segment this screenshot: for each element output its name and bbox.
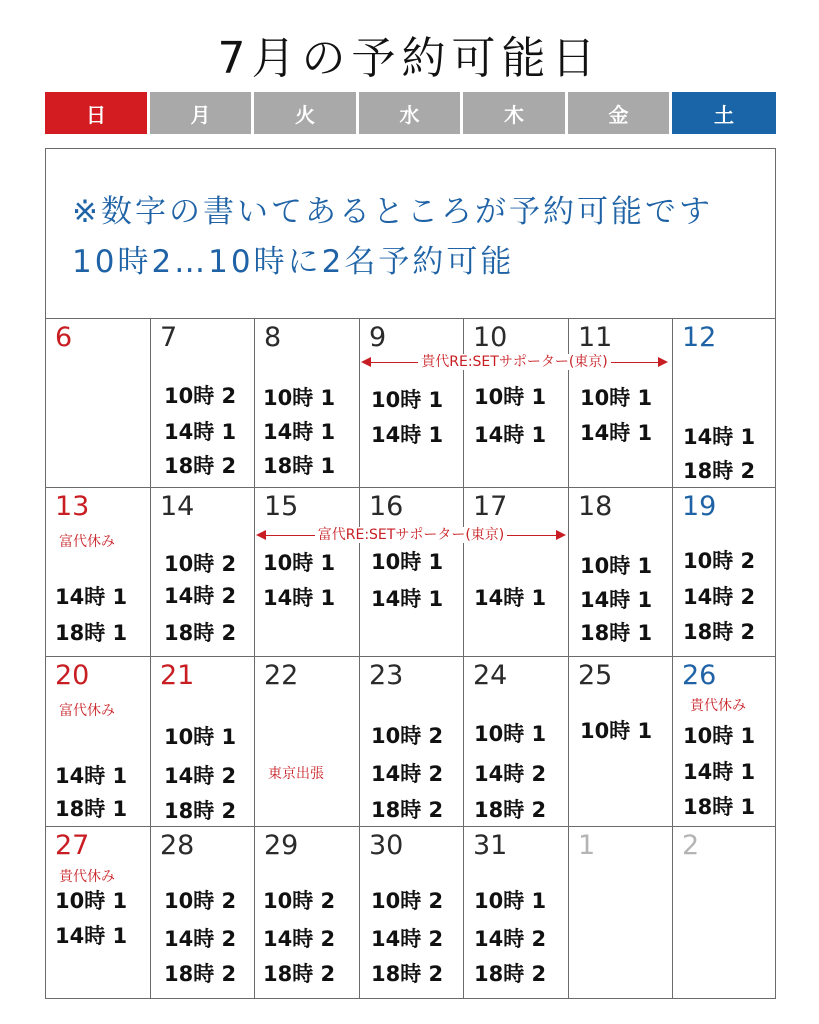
time-slot: 14時 2 [474, 762, 547, 786]
time-slot: 10時 1 [580, 554, 653, 578]
day-cell [463, 826, 568, 999]
day-cell [568, 826, 672, 999]
day-number: 10 [473, 322, 508, 353]
day-cell [672, 318, 776, 487]
day-number: 29 [264, 830, 299, 861]
time-slot: 14時 1 [164, 420, 237, 444]
time-slot: 18時 2 [474, 798, 547, 822]
time-slot: 14時 1 [263, 586, 336, 610]
day-cell [359, 826, 463, 999]
day-number: 7 [160, 322, 178, 353]
day-number: 23 [369, 660, 404, 691]
day-cell [45, 656, 150, 826]
day-cell [568, 318, 672, 487]
page-title: 7月の予約可能日 [217, 33, 602, 84]
time-slot: 14時 2 [474, 927, 547, 951]
time-slot: 18時 1 [263, 454, 336, 478]
time-slot: 18時 2 [683, 620, 756, 644]
time-slot: 14時 1 [371, 587, 444, 611]
day-number: 20 [55, 660, 90, 691]
time-slot: 18時 2 [164, 962, 237, 986]
time-slot: 18時 2 [371, 962, 444, 986]
day-number: 25 [578, 660, 613, 691]
day-cell [150, 487, 254, 656]
time-slot: 18時 2 [164, 621, 237, 645]
time-slot: 14時 2 [164, 927, 237, 951]
day-cell [254, 826, 359, 999]
day-number: 12 [682, 322, 717, 353]
day-cell [359, 487, 463, 656]
time-slot: 14時 1 [371, 423, 444, 447]
day-number: 1 [578, 830, 596, 861]
time-slot: 14時 2 [164, 584, 237, 608]
time-slot: 14時 1 [580, 588, 653, 612]
time-slot: 10時 1 [263, 386, 336, 410]
time-slot: 18時 1 [55, 621, 128, 645]
time-slot: 18時 2 [263, 962, 336, 986]
time-slot: 10時 1 [164, 725, 237, 749]
time-slot: 10時 1 [474, 889, 547, 913]
cell-memo: 富代休み [59, 703, 115, 719]
cell-memo: 貴代休み [690, 698, 746, 714]
time-slot: 14時 1 [580, 421, 653, 445]
cell-memo: 富代休み [59, 534, 115, 550]
day-cell [45, 487, 150, 656]
day-cell [463, 656, 568, 826]
time-slot: 14時 2 [371, 762, 444, 786]
day-number: 8 [264, 322, 282, 353]
time-slot: 14時 1 [55, 764, 128, 788]
day-number: 6 [55, 322, 73, 353]
day-cell [672, 656, 776, 826]
weekday-tue: 火 [254, 92, 356, 134]
weekday-mon: 月 [150, 92, 251, 134]
day-cell [254, 318, 359, 487]
day-number: 13 [55, 491, 90, 522]
time-slot: 10時 1 [371, 550, 444, 574]
time-slot: 10時 2 [164, 384, 237, 408]
time-slot: 18時 2 [474, 962, 547, 986]
time-slot: 14時 1 [474, 586, 547, 610]
time-slot: 14時 1 [683, 425, 756, 449]
time-slot: 18時 2 [683, 459, 756, 483]
day-cell [150, 656, 254, 826]
day-cell [150, 826, 254, 999]
time-slot: 10時 2 [683, 549, 756, 573]
time-slot: 10時 2 [164, 552, 237, 576]
day-cell [568, 656, 672, 826]
day-number: 24 [473, 660, 508, 691]
day-number: 17 [473, 491, 508, 522]
weekday-wed: 水 [359, 92, 460, 134]
day-cell [45, 318, 150, 487]
time-slot: 10時 1 [55, 889, 128, 913]
day-cell [568, 487, 672, 656]
span-label-week2: 富代RE:SETサポーター(東京) [315, 527, 508, 543]
weekday-thu: 木 [463, 92, 565, 134]
time-slot: 14時 1 [263, 420, 336, 444]
span-arrow-week1 [361, 352, 668, 372]
day-cell [150, 318, 254, 487]
day-cell [45, 826, 150, 999]
span-label-week1: 貴代RE:SETサポーター(東京) [418, 354, 611, 370]
day-cell [254, 656, 359, 826]
weekday-sat: 土 [672, 92, 776, 134]
time-slot: 18時 1 [55, 797, 128, 821]
time-slot: 18時 2 [164, 454, 237, 478]
weekday-sun: 日 [45, 92, 147, 134]
time-slot: 10時 1 [474, 385, 547, 409]
time-slot: 18時 1 [580, 621, 653, 645]
time-slot: 10時 2 [371, 889, 444, 913]
day-number: 9 [369, 322, 387, 353]
time-slot: 10時 1 [683, 724, 756, 748]
day-number: 31 [473, 830, 508, 861]
day-number: 26 [682, 660, 717, 691]
time-slot: 10時 2 [371, 724, 444, 748]
time-slot: 14時 1 [55, 924, 128, 948]
time-slot: 18時 2 [371, 798, 444, 822]
day-number: 21 [160, 660, 195, 691]
time-slot: 14時 1 [474, 423, 547, 447]
day-number: 11 [578, 322, 613, 353]
time-slot: 14時 1 [55, 585, 128, 609]
time-slot: 10時 2 [164, 889, 237, 913]
time-slot: 10時 1 [580, 719, 653, 743]
time-slot: 14時 2 [263, 927, 336, 951]
cell-memo: 貴代休み [59, 869, 115, 885]
day-number: 16 [369, 491, 404, 522]
day-cell [463, 318, 568, 487]
time-slot: 18時 1 [683, 795, 756, 819]
day-cell [672, 487, 776, 656]
day-cell [463, 487, 568, 656]
day-number: 14 [160, 491, 195, 522]
day-number: 19 [682, 491, 717, 522]
day-cell [672, 826, 776, 999]
day-number: 15 [264, 491, 299, 522]
day-number: 27 [55, 830, 90, 861]
note-line-1: ※数字の書いてあるところが予約可能です [72, 194, 713, 230]
time-slot: 10時 1 [474, 722, 547, 746]
day-number: 18 [578, 491, 613, 522]
day-cell [359, 318, 463, 487]
time-slot: 14時 2 [371, 927, 444, 951]
cell-memo: 東京出張 [268, 766, 324, 782]
day-number: 22 [264, 660, 299, 691]
note-line-2: 10時2…10時に2名予約可能 [72, 244, 515, 280]
day-cell [359, 656, 463, 826]
time-slot: 18時 2 [164, 799, 237, 823]
time-slot: 10時 1 [371, 388, 444, 412]
time-slot: 10時 1 [580, 386, 653, 410]
time-slot: 14時 2 [164, 764, 237, 788]
day-number: 28 [160, 830, 195, 861]
day-number: 2 [682, 830, 700, 861]
time-slot: 14時 2 [683, 585, 756, 609]
day-cell [254, 487, 359, 656]
time-slot: 10時 2 [263, 889, 336, 913]
day-number: 30 [369, 830, 404, 861]
time-slot: 10時 1 [263, 551, 336, 575]
weekday-fri: 金 [568, 92, 669, 134]
time-slot: 14時 1 [683, 760, 756, 784]
span-arrow-week2 [256, 525, 566, 545]
